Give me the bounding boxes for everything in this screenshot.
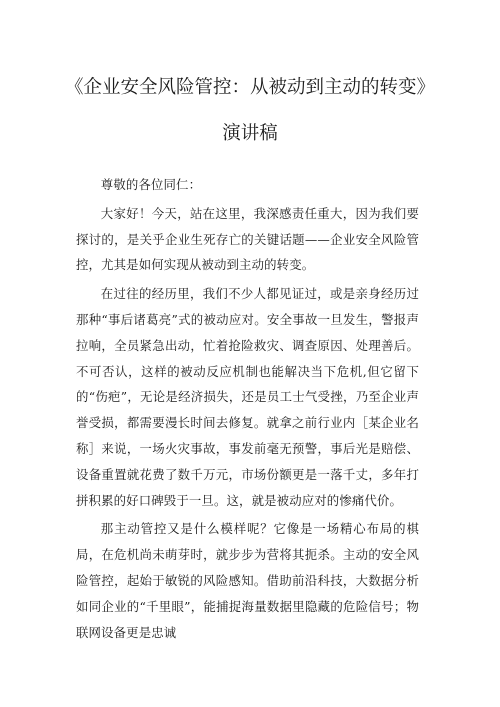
paragraph-active-control: 那主动管控又是什么模样呢？它像是一场精心布局的棋局，在危机尚未萌芽时，就步步为营将其扼杀。主动的安全风险管控，起始于敏锐的风险感知。借助前沿科技，大数据分析如同企业的“千里眼”，能捕捉海量数据里隐藏的危险信号；物联网设备更是忠诚 xyxy=(76,521,419,640)
paragraph-greeting: 大家好！今天，站在这里，我深感责任重大，因为我们要探讨的，是关乎企业生死存亡的关键话题——企业安全风险管控，尤其是如何实现从被动到主动的转变。 xyxy=(76,205,419,273)
document-body xyxy=(76,172,419,648)
document-title: 《企业安全风险管控：从被动到主动的转变》 xyxy=(64,77,435,98)
document-subtitle: 演讲稿 xyxy=(222,123,278,144)
salutation: 尊敬的各位同仁： xyxy=(100,177,202,192)
paragraph-passive-response: 在过往的经历里，我们不少人都见证过，或是亲身经历过那种“事后诸葛亮”式的被动应对。安全事故一旦发生，警报声拉响，全员紧急出动，忙着抢险救灾、调查原因、处理善后。不可否认，这样的被动反应机制也能解决当下危机,但它留下的“伤疤”，无论是经济损失，还是员工士气受挫，乃至企业声誉受损，都需要漫长时间去修复。就拿之前行业内［某企业名称］来说，一场火灾事故，事发前毫无预警，事后光是赔偿、设备重置就花费了数千万元，市场份额更是一落千丈，多年打拼积累的好口碑毁于一旦。这，就是被动应对的惨痛代价。 xyxy=(76,286,419,508)
